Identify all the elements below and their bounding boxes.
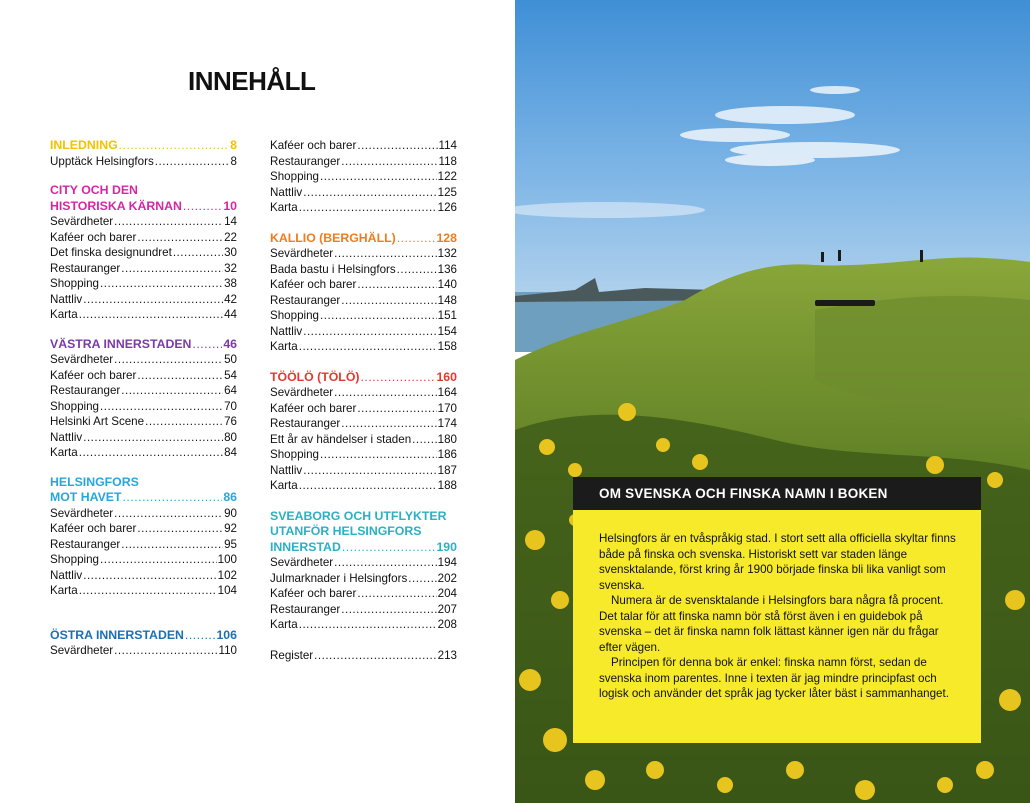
section-title — [50, 199, 237, 215]
dot-leader — [342, 540, 436, 556]
toc-entry — [50, 506, 237, 522]
dot-leader — [341, 293, 436, 309]
dot-leader — [341, 602, 436, 618]
section-title-text: HISTORISKA KÄRNAN — [50, 198, 182, 213]
toc-entry-page: 30 — [224, 246, 237, 259]
info-box-title: OM SVENSKA OCH FINSKA NAMN I BOKEN — [573, 477, 981, 510]
toc-entry-label: Sevärdheter — [50, 506, 114, 520]
toc-entry-label: Restauranger — [270, 417, 341, 430]
toc-entry — [50, 261, 237, 277]
toc-entry-label: Kaféer och barer — [50, 230, 137, 244]
toc-entry — [270, 277, 457, 293]
dot-leader — [299, 617, 437, 633]
toc-entry-page: 102 — [217, 568, 237, 582]
dot-leader — [121, 261, 223, 277]
toc-entry — [50, 292, 237, 308]
dot-leader — [100, 552, 217, 568]
toc-entry — [270, 555, 457, 571]
toc-entry-page: 14 — [224, 215, 237, 228]
toc-entry-label: Det finska designundret — [50, 246, 172, 259]
toc-entry-page: 122 — [437, 170, 457, 183]
toc-entry-page: 174 — [437, 417, 457, 430]
toc-entry-page: 126 — [437, 201, 457, 214]
section-title-text: KALLIO (BERGHÄLL) — [270, 230, 396, 245]
toc-entry — [270, 447, 457, 463]
toc-entry-label: Nattliv — [270, 324, 303, 338]
dot-leader — [155, 154, 230, 170]
dot-leader — [303, 463, 436, 479]
dot-leader — [79, 307, 223, 323]
section-title — [50, 490, 237, 506]
toc-entry-label: Nattliv — [50, 568, 83, 582]
toc-entry-label: Sevärdheter — [50, 644, 114, 657]
toc-entry — [50, 414, 237, 430]
toc-entry-label: Kaféer och barer — [270, 139, 357, 152]
toc-entry — [50, 583, 237, 599]
toc-entry — [50, 307, 237, 323]
toc-entry — [270, 463, 457, 479]
section-title — [50, 628, 237, 644]
section-title-text: ÖSTRA INNERSTADEN — [50, 627, 184, 642]
toc-column-2 — [270, 138, 457, 663]
toc-entry-page: 125 — [437, 185, 457, 199]
toc-entry — [270, 262, 457, 278]
dot-leader — [121, 383, 223, 399]
toc-entry-label: Nattliv — [270, 463, 303, 477]
toc-entry — [50, 552, 237, 568]
toc-entry-page: 32 — [224, 261, 237, 275]
toc-entry-page: 100 — [217, 553, 237, 566]
toc-entry-page: 95 — [224, 537, 237, 551]
toc-entry — [270, 246, 457, 262]
section-title-text: VÄSTRA INNERSTADEN — [50, 336, 192, 351]
section-title — [270, 509, 457, 525]
section-title-text: TÖÖLÖ (TÖLÖ) — [270, 369, 360, 384]
section-title-text: HELSINGFORS — [50, 474, 139, 489]
dot-leader — [299, 478, 437, 494]
dot-leader — [334, 385, 436, 401]
toc-entry-page: 151 — [437, 309, 457, 322]
toc-entry — [270, 138, 457, 154]
dot-leader — [83, 430, 223, 446]
toc-entry — [270, 602, 457, 618]
section-page: 86 — [223, 490, 237, 504]
dot-leader — [183, 199, 222, 215]
toc-entry — [50, 643, 237, 659]
toc-entry-page: 148 — [437, 293, 457, 307]
toc-entry-label: Kaféer och barer — [270, 278, 357, 291]
toc-entry-label: Kaféer och barer — [50, 522, 137, 535]
toc-entry-label: Helsinki Art Scene — [50, 415, 145, 428]
dot-leader — [408, 571, 436, 587]
info-box-body — [573, 510, 981, 743]
toc-entry — [50, 430, 237, 446]
toc-section — [50, 628, 237, 659]
toc-entry — [270, 200, 457, 216]
section-page: 128 — [436, 230, 457, 245]
toc-entry-page: 204 — [437, 587, 457, 600]
dot-leader — [114, 506, 223, 522]
toc-entry-page: 154 — [437, 324, 457, 338]
toc-entry-label: Shopping — [270, 448, 319, 461]
dot-leader — [397, 262, 437, 278]
toc-entry-page: 50 — [224, 353, 237, 366]
dot-leader — [341, 154, 437, 170]
section-page: 46 — [223, 336, 237, 351]
toc-entry-page: 44 — [224, 308, 237, 321]
toc-entry-page: 104 — [217, 584, 237, 597]
toc-entry — [50, 352, 237, 368]
toc-entry-page: 64 — [224, 384, 237, 397]
toc-entry-page: 76 — [224, 415, 237, 428]
toc-entry-page: 202 — [437, 571, 457, 585]
toc-entry — [270, 478, 457, 494]
toc-entry-label: Karta — [50, 446, 78, 459]
section-page: 106 — [216, 627, 237, 642]
toc-entry-page: 92 — [224, 522, 237, 535]
toc-entry-page: 132 — [437, 247, 457, 260]
toc-entry-label: Karta — [50, 308, 78, 321]
toc-entry — [50, 445, 237, 461]
toc-entry-label: Kaféer och barer — [270, 587, 357, 600]
toc-entry-label: Restauranger — [50, 537, 121, 551]
dot-leader — [121, 537, 223, 553]
toc-entry-label: Shopping — [50, 399, 99, 413]
dot-leader — [192, 337, 222, 353]
toc-entry-label: Sevärdheter — [270, 247, 334, 260]
dot-leader — [119, 138, 230, 154]
info-paragraph: Numera är de svensktalande i Helsingfors bara några få procent. Det talar för att finska namn bör stå först även i en guidebok på svenska – det är finska namn folk lättast känner igen när du frågar efter vägen. — [599, 594, 944, 654]
toc-entry-label: Nattliv — [270, 185, 303, 199]
dot-leader — [83, 568, 216, 584]
dot-leader — [100, 399, 223, 415]
toc-entry-page: 8 — [230, 154, 237, 168]
dot-leader — [185, 628, 216, 644]
toc-entry — [50, 214, 237, 230]
toc-entry-page: 158 — [437, 340, 457, 353]
toc-entry-page: 140 — [437, 278, 457, 291]
toc-entry-page: 187 — [437, 463, 457, 477]
toc-entry-label: Bada bastu i Helsingfors — [270, 262, 396, 276]
dot-leader — [114, 643, 217, 659]
toc-entry-page: 194 — [437, 556, 457, 569]
section-title — [270, 231, 457, 247]
dot-leader — [100, 276, 223, 292]
toc-section — [50, 138, 237, 169]
toc-entry-label: Sevärdheter — [50, 353, 114, 366]
toc-entry — [270, 324, 457, 340]
toc-entry-page: 114 — [438, 139, 457, 152]
toc-entry — [270, 571, 457, 587]
dot-leader — [320, 308, 437, 324]
toc-entry-page: 118 — [438, 154, 457, 168]
dot-leader — [79, 445, 223, 461]
toc-entry-page: 54 — [224, 368, 237, 382]
toc-entry-label: Kaféer och barer — [270, 401, 357, 415]
toc-entry-page: 110 — [218, 644, 237, 657]
dot-leader — [334, 555, 436, 571]
info-paragraph: Principen för denna bok är enkel: finska namn först, sedan de svenska inom parentes. Inne i texten är jag mindre principfast och logisk och använder det språk jag tycker låter bäst i sammanhanget. — [599, 656, 949, 700]
toc-section — [50, 337, 237, 461]
dot-leader — [173, 245, 223, 261]
toc-entry-label: Karta — [270, 340, 298, 353]
dot-leader — [360, 370, 435, 386]
dot-leader — [123, 490, 223, 506]
toc-entry-label: Kaféer och barer — [50, 368, 137, 382]
dot-leader — [357, 138, 437, 154]
dot-leader — [412, 432, 437, 448]
toc-entry-label: Karta — [50, 584, 78, 597]
info-paragraph: Helsingfors är en tvåspråkig stad. I stort sett alla officiella skyltar finns både på finska och svenska. Historiskt sett var staden länge svensktalande, först kring år 1900 började finska bli lika vanligt som svenska. — [599, 532, 956, 592]
section-page: 160 — [436, 369, 457, 384]
dot-leader — [137, 368, 223, 384]
toc-entry — [270, 617, 457, 633]
section-title-text: MOT HAVET — [50, 490, 122, 504]
toc-section — [50, 475, 237, 599]
section-title — [270, 370, 457, 386]
dot-leader — [145, 414, 223, 430]
toc-entry-page: 42 — [224, 292, 237, 306]
toc-entry — [270, 293, 457, 309]
toc-entry-label: Sevärdheter — [270, 386, 334, 399]
toc-entry-label: Karta — [270, 479, 298, 492]
toc-entry-page: 213 — [437, 648, 457, 662]
toc-entry — [50, 568, 237, 584]
section-title — [50, 138, 237, 154]
dot-leader — [357, 401, 436, 417]
toc-entry-label: Register — [270, 648, 314, 662]
toc-entry-label: Upptäck Helsingfors — [50, 154, 154, 168]
toc-entry-label: Restauranger — [270, 154, 341, 168]
dot-leader — [114, 214, 223, 230]
toc-entry — [270, 385, 457, 401]
toc-entry — [270, 308, 457, 324]
section-title — [50, 183, 237, 199]
section-page: 190 — [436, 539, 457, 554]
section-title — [270, 540, 457, 556]
toc-entry-page: 84 — [224, 446, 237, 459]
section-title-text: INNERSTAD — [270, 539, 341, 554]
toc-entry-label: Restauranger — [50, 261, 121, 275]
dot-leader — [83, 292, 223, 308]
dot-leader — [397, 231, 436, 247]
toc-entry-label: Karta — [270, 618, 298, 631]
dot-leader — [314, 648, 436, 664]
toc-entry-label: Nattliv — [50, 292, 83, 306]
dot-leader — [137, 521, 223, 537]
toc-entry-page: 38 — [224, 277, 237, 290]
dot-leader — [303, 185, 436, 201]
toc-entry-page: 188 — [437, 479, 457, 492]
section-title-text: INLEDNING — [50, 138, 118, 152]
section-page: 8 — [230, 138, 237, 152]
toc-entry-page: 208 — [437, 618, 457, 631]
toc-entry — [270, 339, 457, 355]
toc-entry — [270, 416, 457, 432]
toc-entry — [270, 648, 457, 664]
section-title-text: CITY OCH DEN — [50, 183, 138, 197]
toc-entry-page: 164 — [437, 386, 457, 399]
toc-entry-label: Shopping — [270, 170, 319, 183]
toc-entry-label: Shopping — [50, 277, 99, 290]
dot-leader — [299, 339, 437, 355]
toc-entry-label: Sevärdheter — [50, 215, 114, 228]
dot-leader — [320, 447, 437, 463]
dot-leader — [299, 200, 437, 216]
toc-entry — [270, 432, 457, 448]
section-title — [50, 475, 237, 491]
toc-entry — [270, 586, 457, 602]
toc-section — [270, 370, 457, 494]
toc-entry-page: 136 — [437, 262, 457, 276]
toc-entry-label: Restauranger — [270, 602, 341, 616]
dot-leader — [334, 246, 436, 262]
toc-entry-page: 180 — [437, 432, 457, 446]
toc-entry — [50, 276, 237, 292]
toc-entry — [270, 154, 457, 170]
toc-entry — [50, 383, 237, 399]
toc-entry — [50, 230, 237, 246]
toc-entry — [270, 401, 457, 417]
dot-leader — [79, 583, 217, 599]
toc-entry-label: Restauranger — [50, 384, 121, 397]
dot-leader — [114, 352, 223, 368]
toc-section — [270, 231, 457, 355]
toc-entry — [270, 185, 457, 201]
toc-entry-label: Nattliv — [50, 430, 83, 444]
toc-section — [270, 509, 457, 633]
section-title — [50, 337, 237, 353]
toc-column-1 — [50, 138, 237, 659]
toc-entry-label: Julmarknader i Helsingfors — [270, 571, 408, 585]
toc-entry-label: Sevärdheter — [270, 556, 334, 569]
toc-entry — [50, 368, 237, 384]
toc-entry — [50, 154, 237, 170]
page-title: INNEHÅLL — [188, 66, 316, 96]
toc-entry-page: 70 — [224, 399, 237, 413]
toc-entry — [50, 399, 237, 415]
toc-entry — [50, 245, 237, 261]
dot-leader — [320, 169, 437, 185]
toc-entry-label: Shopping — [50, 553, 99, 566]
dot-leader — [357, 277, 436, 293]
toc-entry-page: 80 — [224, 430, 237, 444]
section-title-text: SVEABORG OCH UTFLYKTER — [270, 508, 447, 523]
section-page: 10 — [223, 198, 237, 213]
dot-leader — [137, 230, 223, 246]
dot-leader — [303, 324, 436, 340]
section-title-text: UTANFÖR HELSINGFORS — [270, 524, 422, 538]
toc-section — [50, 183, 237, 323]
toc-entry-label: Shopping — [270, 309, 319, 322]
toc-entry-page: 207 — [437, 602, 457, 616]
toc-entry — [270, 169, 457, 185]
dot-leader — [357, 586, 436, 602]
toc-entry — [50, 521, 237, 537]
toc-entry-page: 170 — [437, 401, 457, 415]
toc-entry-page: 22 — [224, 230, 237, 244]
toc-entry-label: Ett år av händelser i staden — [270, 432, 412, 446]
toc-entry — [50, 537, 237, 553]
toc-entry-page: 90 — [224, 506, 237, 520]
toc-entry-label: Restauranger — [270, 293, 341, 307]
dot-leader — [341, 416, 436, 432]
toc-entry-page: 186 — [437, 448, 457, 461]
section-title — [270, 524, 457, 540]
toc-entry-label: Karta — [270, 201, 298, 214]
